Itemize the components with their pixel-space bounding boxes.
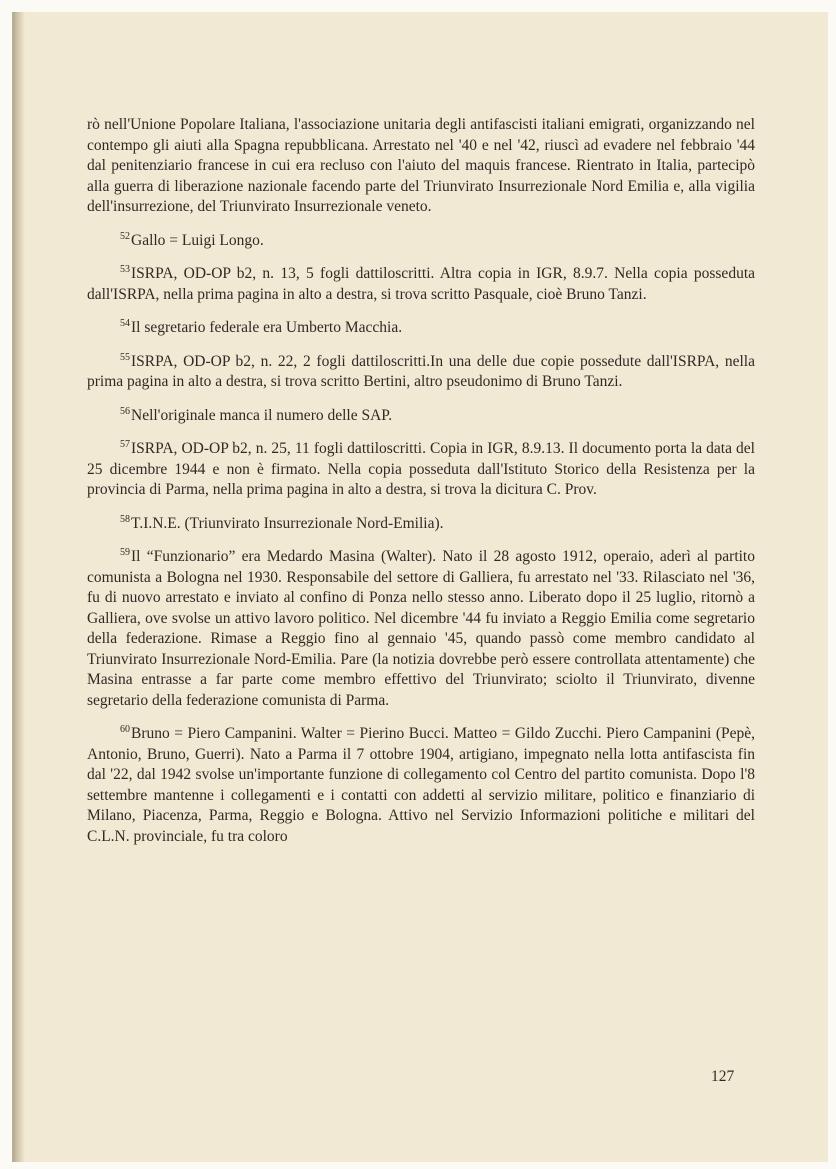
note-56: $^{56}$Nell'originale manca il numero delle SAP.	[120, 405, 393, 424]
note-57: $^{57}$ISRPA, OD-OP b2, n. 25, 11 fogli dattiloscritti. Copia in IGR, 8.9.13. Il documento porta la data del 25 dicembre 1944 e non è firmato. Nella copia posseduta dall'Istituto Storico della Resistenza per la provincia di Parma, nella prima pagina in alto a destra, si trova la dicitura C. Prov.	[87, 439, 755, 498]
note-55: $^{55}$ISRPA, OD-OP b2, n. 22, 2 fogli dattiloscritti.In una delle due copie possedute dall'ISRPA, nella prima pagina in alto a destra, si trova scritto Bertini, altro pseudonimo di Bruno Tanzi.	[87, 351, 755, 390]
footnotes-body	[87, 115, 755, 847]
page-number: 127	[711, 1068, 735, 1085]
note-53: $^{53}$ISRPA, OD-OP b2, n. 13, 5 fogli dattiloscritti. Altra copia in IGR, 8.9.7. Nella copia posseduta dall'ISRPA, nella prima pagina in alto a destra, si trova scritto Pasquale, cioè Bruno Tanzi.	[87, 264, 755, 303]
note-60: $^{60}$Bruno = Piero Campanini. Walter = Pierino Bucci. Matteo = Gildo Zucchi. Piero Campanini (Pepè, Antonio, Bruno, Guerri). Nato a Parma il 7 ottobre 1904, artigiano, impegnato nella lotta antifascista fin dal '22, dal 1942 svolse un'importante funzione di collegamento col Centro del partito comunista. Dopo l'8 settembre mantenne i collegamenti e i contatti con addetti al servizio militare, politico e finanziario di Milano, Piacenza, Parma, Reggio e Bologna. Attivo nel Servizio Informazioni politiche e militari del C.L.N. provinciale, fu tra coloro	[87, 724, 755, 845]
note-continuation: rò nell'Unione Popolare Italiana, l'associazione unitaria degli antifascisti italiani emigrati, organizzando nel contempo gli aiuti alla Spagna repubblicana. Arrestato nel '40 e nel '42, riuscì ad evadere nel febbraio '44 dal penitenziario francese in cui era recluso con l'aiuto del maquis francese. Rientrato in Italia, partecipò alla guerra di liberazione nazionale facendo parte del Triunvirato Insurrezionale Nord Emilia e, alla vigilia dell'insurrezione, del Triunvirato Insurrezionale veneto.	[87, 116, 755, 215]
note-54: $^{54}$Il segretario federale era Umberto Macchia.	[120, 318, 403, 336]
note-59: $^{59}$Il “Funzionario” era Medardo Masina (Walter). Nato il 28 agosto 1912, operaio, aderì al partito comunista a Bologna nel 1930. Responsabile del settore di Galliera, fu arrestato nel '33. Rilasciato nel '36, fu di nuovo arrestato e inviato al confino di Ponza nello stesso anno. Liberato dopo il 25 luglio, ritornò a Galliera, ove svolse un attivo lavoro politico. Nel dicembre '44 fu inviato a Reggio Emilia come segretario della federazione. Rimase a Reggio fino al gennaio '45, quando passò come membro candidato al Triunvirato Insurrezionale Nord-Emilia. Pare (la notizia dovrebbe però essere controllata attentamente) che Masina entrasse a far parte come membro effettivo del Triunvirato; sciolto il Triunvirato, divenne segretario della federazione comunista di Parma.	[87, 547, 755, 709]
note-58: $^{58}$T.I.N.E. (Triunvirato Insurrezionale Nord-Emilia).	[120, 513, 444, 532]
note-52: $^{52}$Gallo = Luigi Longo.	[120, 230, 264, 249]
page-spine-shadow	[15, 12, 25, 1162]
book-page	[12, 12, 828, 1162]
